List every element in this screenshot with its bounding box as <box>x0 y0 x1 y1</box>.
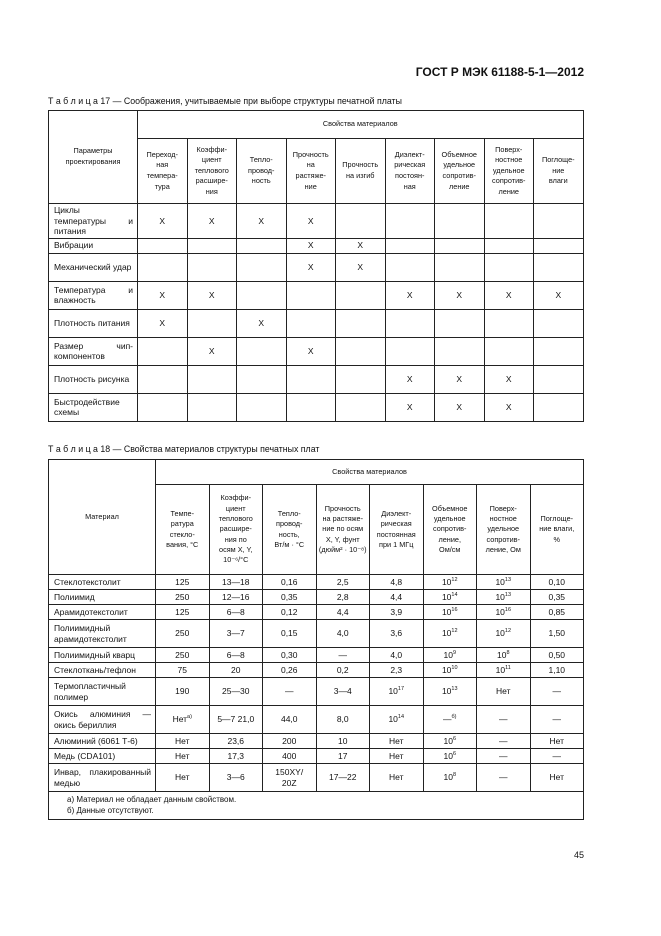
table17-caption: Т а б л и ц а 17 — Соображения, учитываемые при выборе структуры печатной платы <box>48 96 402 106</box>
table17-cell: X <box>336 253 386 281</box>
table17-cell: X <box>336 238 386 253</box>
table17-column-header: Прочность на растяже- ние <box>286 139 336 204</box>
table18-cell: 4,0 <box>316 620 370 648</box>
table17-cell <box>484 253 534 281</box>
table18-row-label: Инвар, плакированный медью <box>49 764 156 792</box>
table18-cell: 0,85 <box>530 605 584 620</box>
table18-cell: $10^{14}$ <box>370 706 424 734</box>
table17-column-header: Диэлект- рическая постоян- ная <box>385 139 435 204</box>
table17-cell: X <box>187 281 237 309</box>
table-row <box>49 706 584 734</box>
table17-cell: X <box>237 309 287 337</box>
table18-cell: 6—8 <box>209 648 263 663</box>
table17-cell <box>237 393 287 421</box>
table18-column-header: Поглоще- ние влаги, % <box>530 485 584 575</box>
table18-row-label: Стеклоткань/тефлон <box>49 663 156 678</box>
table17-cell <box>435 238 485 253</box>
table18-cell: 4,4 <box>370 590 424 605</box>
table18-cell: 125 <box>156 575 210 590</box>
table17-cell <box>138 238 188 253</box>
table17-cell <box>237 253 287 281</box>
table17-cell <box>286 365 336 393</box>
table17-cell <box>138 393 188 421</box>
table18-row-label: Окись алюминия — окись бериллия <box>49 706 156 734</box>
table17-cell: X <box>187 204 237 239</box>
table-row <box>49 204 584 239</box>
table-row <box>49 764 584 792</box>
table17-row-label: Быстродействие схемы <box>49 393 138 421</box>
table17-cell <box>187 365 237 393</box>
table18-cell: 0,35 <box>263 590 317 605</box>
table17-cell <box>534 309 584 337</box>
table-row <box>49 734 584 749</box>
table18-cell: 3—4 <box>316 678 370 706</box>
table17-cell <box>336 204 386 239</box>
table18-cell: 0,12 <box>263 605 317 620</box>
table18-row-label: Стеклотекстолит <box>49 575 156 590</box>
table17-cell <box>435 337 485 365</box>
table17-column-header: Объемное удельное сопротив- ление <box>435 139 485 204</box>
table18-cell: Нет <box>156 749 210 764</box>
table18-cell: 190 <box>156 678 210 706</box>
table-row <box>49 393 584 421</box>
table17-cell <box>484 238 534 253</box>
table17-cell: X <box>138 204 188 239</box>
table17-cell <box>286 309 336 337</box>
table18-cell: Нет <box>370 764 424 792</box>
table18-group-header: Свойства материалов <box>156 460 584 485</box>
table17-cell <box>138 253 188 281</box>
table18-row-label: Арамидотекстолит <box>49 605 156 620</box>
table-row <box>49 575 584 590</box>
table18-row-label: Алюминий (6061 Т-6) <box>49 734 156 749</box>
table18-cell: Нет$^{а)}$ <box>156 706 210 734</box>
table18-cell: 12—16 <box>209 590 263 605</box>
table17-row-label: Механический удар <box>49 253 138 281</box>
table17-cell: X <box>138 309 188 337</box>
table17-cell <box>336 365 386 393</box>
table18-cell: $10^6$ <box>423 749 477 764</box>
table18-cell: 5—7 21,0 <box>209 706 263 734</box>
table18-column-header: Прочность на растяже- ние по осям X, Y, фунт (дюйм² · 10⁻⁸) <box>316 485 370 575</box>
table17-cell <box>385 309 435 337</box>
table17-cell <box>484 309 534 337</box>
table18-column-header: Коэффи- циент теплового расшире- ния по осям X, Y, 10⁻⁶/°С <box>209 485 263 575</box>
table17-cell <box>187 309 237 337</box>
table17-cell <box>385 337 435 365</box>
table18-cell: 6—8 <box>209 605 263 620</box>
table17-cell <box>435 253 485 281</box>
table17-column-header: Прочность на изгиб <box>336 139 386 204</box>
table18-cell: 4,4 <box>316 605 370 620</box>
table18-cell: — <box>477 734 531 749</box>
table18-row-label: Термопластичный полимер <box>49 678 156 706</box>
table17-cell: X <box>484 365 534 393</box>
table18-cell: Нет <box>530 734 584 749</box>
table18-cell: 25—30 <box>209 678 263 706</box>
table18-cell: 3,6 <box>370 620 424 648</box>
table-row <box>49 337 584 365</box>
table17-cell: X <box>286 253 336 281</box>
table18-cell: 0,35 <box>530 590 584 605</box>
table18-cell: 1,10 <box>530 663 584 678</box>
table18-cell: 2,5 <box>316 575 370 590</box>
table18-cell: $10^{17}$ <box>370 678 424 706</box>
table18-cell: $10^{12}$ <box>423 575 477 590</box>
table18-cell: 3,9 <box>370 605 424 620</box>
table18-cell: $10^{14}$ <box>423 590 477 605</box>
table17-column-header: Поверх- ностное удельное сопротив- ление <box>484 139 534 204</box>
table18-note: а) Материал не обладает данным свойством. <box>67 795 237 804</box>
table17-cell: X <box>237 204 287 239</box>
table-row <box>49 605 584 620</box>
table17-cell: X <box>286 337 336 365</box>
table18-cell: $10^{16}$ <box>477 605 531 620</box>
table18-cell: 75 <box>156 663 210 678</box>
table17-cell: X <box>484 393 534 421</box>
table-row <box>49 663 584 678</box>
table18-cell: Нет <box>156 734 210 749</box>
table18-cell: 4,8 <box>370 575 424 590</box>
document-header: ГОСТ Р МЭК 61188-5-1—2012 <box>415 65 584 79</box>
table18-note: б) Данные отсутствуют. <box>67 806 154 815</box>
table17-cell <box>534 365 584 393</box>
table18-row-label: Медь (CDA101) <box>49 749 156 764</box>
table17-cell <box>484 204 534 239</box>
table17-cell <box>187 253 237 281</box>
table17-corner: Параметры проектирования <box>49 111 138 204</box>
table17-cell <box>187 393 237 421</box>
table18-cell: $10^{16}$ <box>423 605 477 620</box>
table17-cell <box>286 281 336 309</box>
table18-cell: 150XY/ 20Z <box>263 764 317 792</box>
table17-cell: X <box>385 393 435 421</box>
table17-column-header: Переход- ная темпера- тура <box>138 139 188 204</box>
table18-cell: — <box>477 706 531 734</box>
table18-cell: 200 <box>263 734 317 749</box>
table17-cell <box>336 393 386 421</box>
table17-cell <box>336 281 386 309</box>
table17-row-label: Плотность питания <box>49 309 138 337</box>
table18-cell: 23,6 <box>209 734 263 749</box>
table17-row-label: Вибрации <box>49 238 138 253</box>
table17-cell: X <box>286 204 336 239</box>
table18-cell: $10^{13}$ <box>423 678 477 706</box>
table-row <box>49 238 584 253</box>
table18-cell: $10^{10}$ <box>423 663 477 678</box>
table18-cell: 8,0 <box>316 706 370 734</box>
table18-cell: 2,8 <box>316 590 370 605</box>
table18-column-header: Тепло- провод- ность, Вт/м · °С <box>263 485 317 575</box>
table17-cell <box>237 238 287 253</box>
table18-cell: — <box>263 678 317 706</box>
table17-cell <box>534 238 584 253</box>
table18-cell: Нет <box>477 678 531 706</box>
table18-corner: Материал <box>49 460 156 575</box>
table18-cell: 3—6 <box>209 764 263 792</box>
table-row <box>49 365 584 393</box>
table17-row-label: Температура и влажность <box>49 281 138 309</box>
table18-cell: 250 <box>156 590 210 605</box>
table18-cell: 4,0 <box>370 648 424 663</box>
table17-column-header: Поглоще- ние влаги <box>534 139 584 204</box>
table17-cell: X <box>138 281 188 309</box>
table18-cell: Нет <box>370 734 424 749</box>
table17-cell: X <box>484 281 534 309</box>
table18-cell: Нет <box>156 764 210 792</box>
table17-cell <box>534 204 584 239</box>
table18-column-header: Объемное удельное сопротив- ление, Ом/см <box>423 485 477 575</box>
table17-cell <box>286 393 336 421</box>
table18-cell: 13—18 <box>209 575 263 590</box>
table17-cell <box>336 337 386 365</box>
table18-cell: —$^{б)}$ <box>423 706 477 734</box>
table-row <box>49 590 584 605</box>
table18-row-label: Полиимид <box>49 590 156 605</box>
table-row <box>49 648 584 663</box>
table18-cell: 10 <box>316 734 370 749</box>
table17 <box>48 110 584 422</box>
table18-cell: 0,50 <box>530 648 584 663</box>
table18-cell: 20 <box>209 663 263 678</box>
table18-row-label: Полиимидный арамидотекстолит <box>49 620 156 648</box>
table18-cell: $10^8$ <box>477 648 531 663</box>
table17-cell: X <box>385 281 435 309</box>
table17-cell: X <box>534 281 584 309</box>
table18-notes <box>49 792 584 820</box>
table18 <box>48 459 584 820</box>
table17-cell <box>435 204 485 239</box>
table17-cell <box>385 204 435 239</box>
table17-cell <box>534 337 584 365</box>
table-row <box>49 678 584 706</box>
table18-cell: $10^9$ <box>423 648 477 663</box>
table18-cell: 0,30 <box>263 648 317 663</box>
table-row <box>49 620 584 648</box>
table18-cell: 0,2 <box>316 663 370 678</box>
table17-cell <box>237 365 287 393</box>
table18-cell: 0,15 <box>263 620 317 648</box>
table18-cell: 0,10 <box>530 575 584 590</box>
table18-row-label: Полиимидный кварц <box>49 648 156 663</box>
table-row <box>49 281 584 309</box>
table-row <box>49 309 584 337</box>
table18-cell: — <box>530 749 584 764</box>
table18-cell: 44,0 <box>263 706 317 734</box>
table17-cell: X <box>385 365 435 393</box>
table18-cell: 1,50 <box>530 620 584 648</box>
table18-cell: 400 <box>263 749 317 764</box>
table18-cell: — <box>477 764 531 792</box>
table18-column-header: Диэлект- рическая постоянная при 1 МГц <box>370 485 424 575</box>
table-row <box>49 749 584 764</box>
table18-cell: $10^{13}$ <box>477 575 531 590</box>
table17-cell: X <box>435 393 485 421</box>
table17-cell <box>385 238 435 253</box>
table17-column-header: Тепло- провод- ность <box>237 139 287 204</box>
table18-cell: $10^6$ <box>423 734 477 749</box>
table18-cell: 17—22 <box>316 764 370 792</box>
table17-column-header: Коэффи- циент теплового расшире- ния <box>187 139 237 204</box>
table17-cell <box>138 365 188 393</box>
table-row <box>49 253 584 281</box>
table17-cell <box>237 281 287 309</box>
table17-cell <box>138 337 188 365</box>
table18-cell: — <box>530 706 584 734</box>
table18-cell: — <box>316 648 370 663</box>
table18-cell: 250 <box>156 648 210 663</box>
table18-cell: $10^{12}$ <box>423 620 477 648</box>
table18-cell: 17 <box>316 749 370 764</box>
table18-cell: 2,3 <box>370 663 424 678</box>
table18-cell: 17,3 <box>209 749 263 764</box>
table18-cell: 250 <box>156 620 210 648</box>
table18-cell: — <box>477 749 531 764</box>
table17-cell <box>385 253 435 281</box>
table18-cell: 3—7 <box>209 620 263 648</box>
page-number: 45 <box>573 850 584 860</box>
table17-cell: X <box>435 365 485 393</box>
table18-cell: $10^8$ <box>423 764 477 792</box>
table18-column-header: Поверх- ностное удельное сопротив- ление, Ом <box>477 485 531 575</box>
table17-cell <box>336 309 386 337</box>
table18-cell: Нет <box>530 764 584 792</box>
table18-cell: Нет <box>370 749 424 764</box>
table17-cell <box>237 337 287 365</box>
table17-cell <box>534 393 584 421</box>
table18-cell: $10^{13}$ <box>477 590 531 605</box>
table17-row-label: Плотность рисунка <box>49 365 138 393</box>
table17-cell <box>534 253 584 281</box>
table18-cell: $10^{11}$ <box>477 663 531 678</box>
table17-group-header: Свойства материалов <box>138 111 584 139</box>
table17-cell: X <box>286 238 336 253</box>
table18-cell: 0,16 <box>263 575 317 590</box>
table18-cell: 125 <box>156 605 210 620</box>
table17-cell <box>484 337 534 365</box>
table18-column-header: Темпе- ратура стекло- вания, °С <box>156 485 210 575</box>
table18-cell: $10^{12}$ <box>477 620 531 648</box>
table17-cell <box>187 238 237 253</box>
table17-cell <box>435 309 485 337</box>
table17-cell: X <box>187 337 237 365</box>
table17-row-label: Циклы температуры и питания <box>49 204 138 239</box>
table17-row-label: Размер чип-компонентов <box>49 337 138 365</box>
table18-cell: — <box>530 678 584 706</box>
table18-caption: Т а б л и ц а 18 — Свойства материалов структуры печатных плат <box>48 444 320 454</box>
table18-cell: 0,26 <box>263 663 317 678</box>
table17-cell: X <box>435 281 485 309</box>
